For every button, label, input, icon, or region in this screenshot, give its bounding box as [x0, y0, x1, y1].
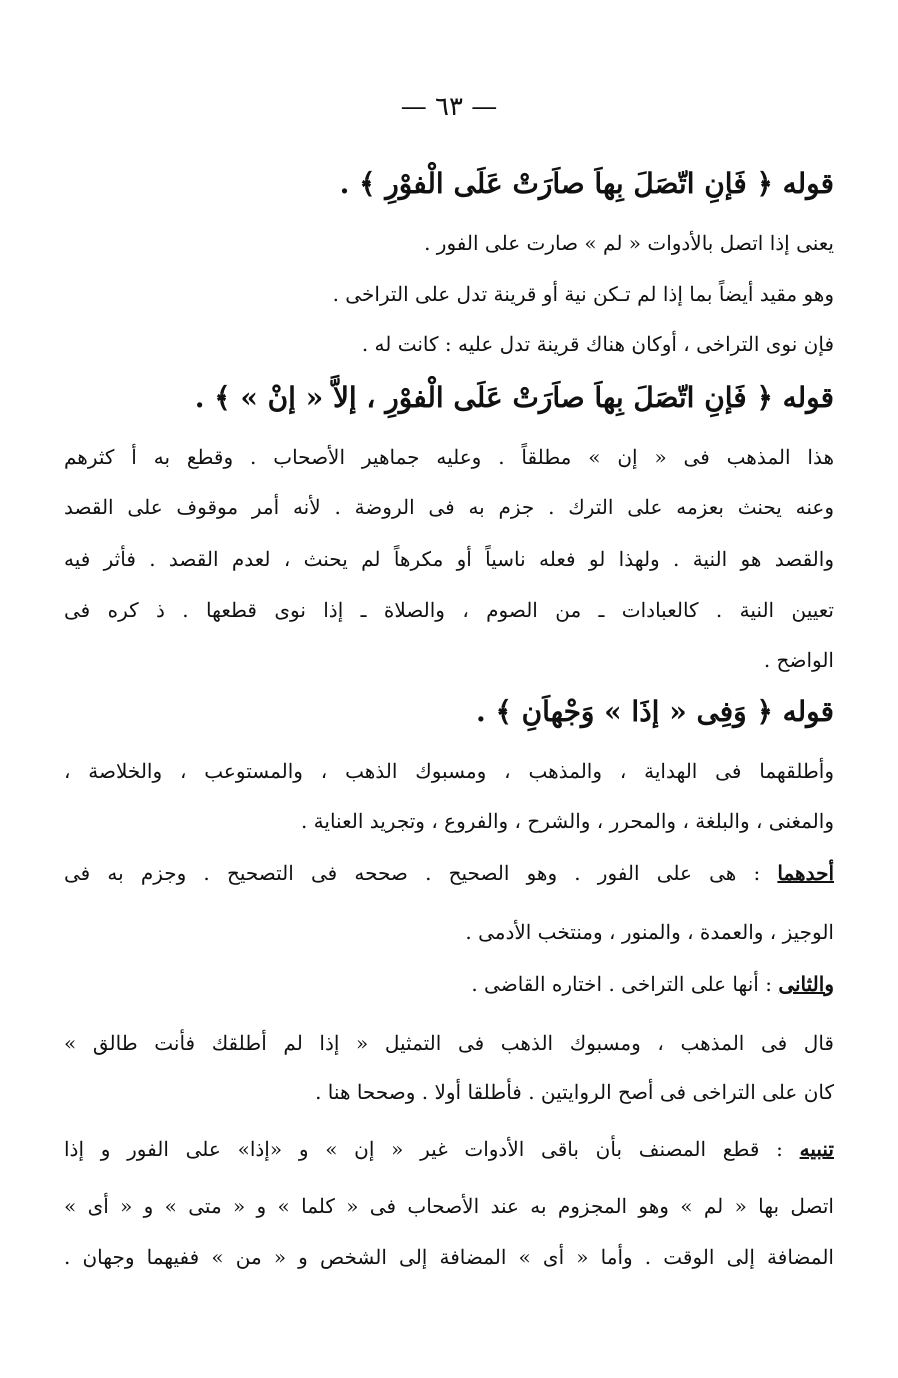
lead-word-second: والثانى — [778, 972, 834, 996]
text-line-9: تعيين النية . كالعبادات ـ من الصوم ، والصلاة ـ إذا نوى قطعها . ذ كره فى — [64, 598, 834, 622]
text-line-19-body: : قطع المصنف بأن باقى الأدوات غير « إن » و «إذا» على الفور و إذا — [64, 1137, 783, 1161]
heading-line-5: قوله ﴿ فَإنِ اتّصَلَ بِهاَ صاَرَتْ عَلَى الْفوْرِ ، إلاَّ « إنْ » ﴾ . — [194, 381, 834, 414]
text-line-21: المضافة إلى الوقت . وأما « أى » المضافة إلى الشخص و « من » ففيهما وجهان . — [64, 1245, 834, 1269]
text-line-4: فإن نوى التراخى ، أوكان هناك قرينة تدل عليه : كانت له . — [361, 332, 834, 356]
text-line-17: قال فى المذهب ، ومسبوك الذهب فى التمثيل « إذا لم أطلقك فأنت طالق » — [64, 1031, 834, 1055]
text-line-6: هذا المذهب فى « إن » مطلقاً . وعليه جماهير الأصحاب . وقطع به أ كثرهم — [64, 445, 834, 469]
text-line-3: وهو مقيد أيضاً بما إذا لم تـكن نية أو قرينة تدل على التراخى . — [332, 282, 834, 306]
lead-word-first: أحدهما — [777, 861, 835, 885]
text-line-18: كان على التراخى فى أصح الروايتين . فأطلقا أولا . وصححا هنا . — [315, 1080, 834, 1104]
text-line-2: يعنى إذا اتصل بالأدوات « لم » صارت على الفور . — [424, 231, 834, 255]
text-line-16 — [471, 974, 834, 994]
text-line-14-body: : هى على الفور . وهو الصحيح . صححه فى التصحيح . وجزم به فى — [64, 861, 761, 885]
text-line-12: وأطلقهما فى الهداية ، والمذهب ، ومسبوك الذهب ، والمستوعب ، والخلاصة ، — [64, 759, 834, 783]
heading-line-1: قوله ﴿ فَإنِ اتّصَلَ بِهاَ صاَرَتْ عَلَى الْفوْرِ ﴾ . — [339, 167, 834, 200]
text-line-14 — [64, 863, 834, 883]
text-line-19 — [64, 1139, 834, 1159]
heading-line-11: قوله ﴿ وَفِى « إذَا » وَجْهاَنِ ﴾ . — [475, 695, 834, 728]
text-line-8: والقصد هو النية . ولهذا لو فعله ناسياً أو مكرهاً لم يحنث ، لعدم القصد . فأثر فيه — [64, 547, 834, 571]
text-line-15: الوجيز ، والعمدة ، والمنور ، ومنتخب الأدمى . — [465, 920, 834, 944]
text-line-16-body: : أنها على التراخى . اختاره القاضى . — [471, 972, 772, 996]
text-line-10: الواضح . — [763, 648, 834, 672]
text-line-13: والمغنى ، والبلغة ، والمحرر ، والشرح ، والفروع ، وتجريد العناية . — [300, 809, 834, 833]
page-number: — ٦٣ — — [400, 92, 498, 122]
lead-word-note: تنبيه — [799, 1137, 834, 1161]
text-line-20: اتصل بها « لم » وهو المجزوم به عند الأصحاب فى « كلما » و « متى » و « أى » — [64, 1194, 834, 1218]
text-line-7: وعنه يحنث بعزمه على الترك . جزم به فى الروضة . لأنه أمر موقوف على القصد — [64, 495, 834, 519]
